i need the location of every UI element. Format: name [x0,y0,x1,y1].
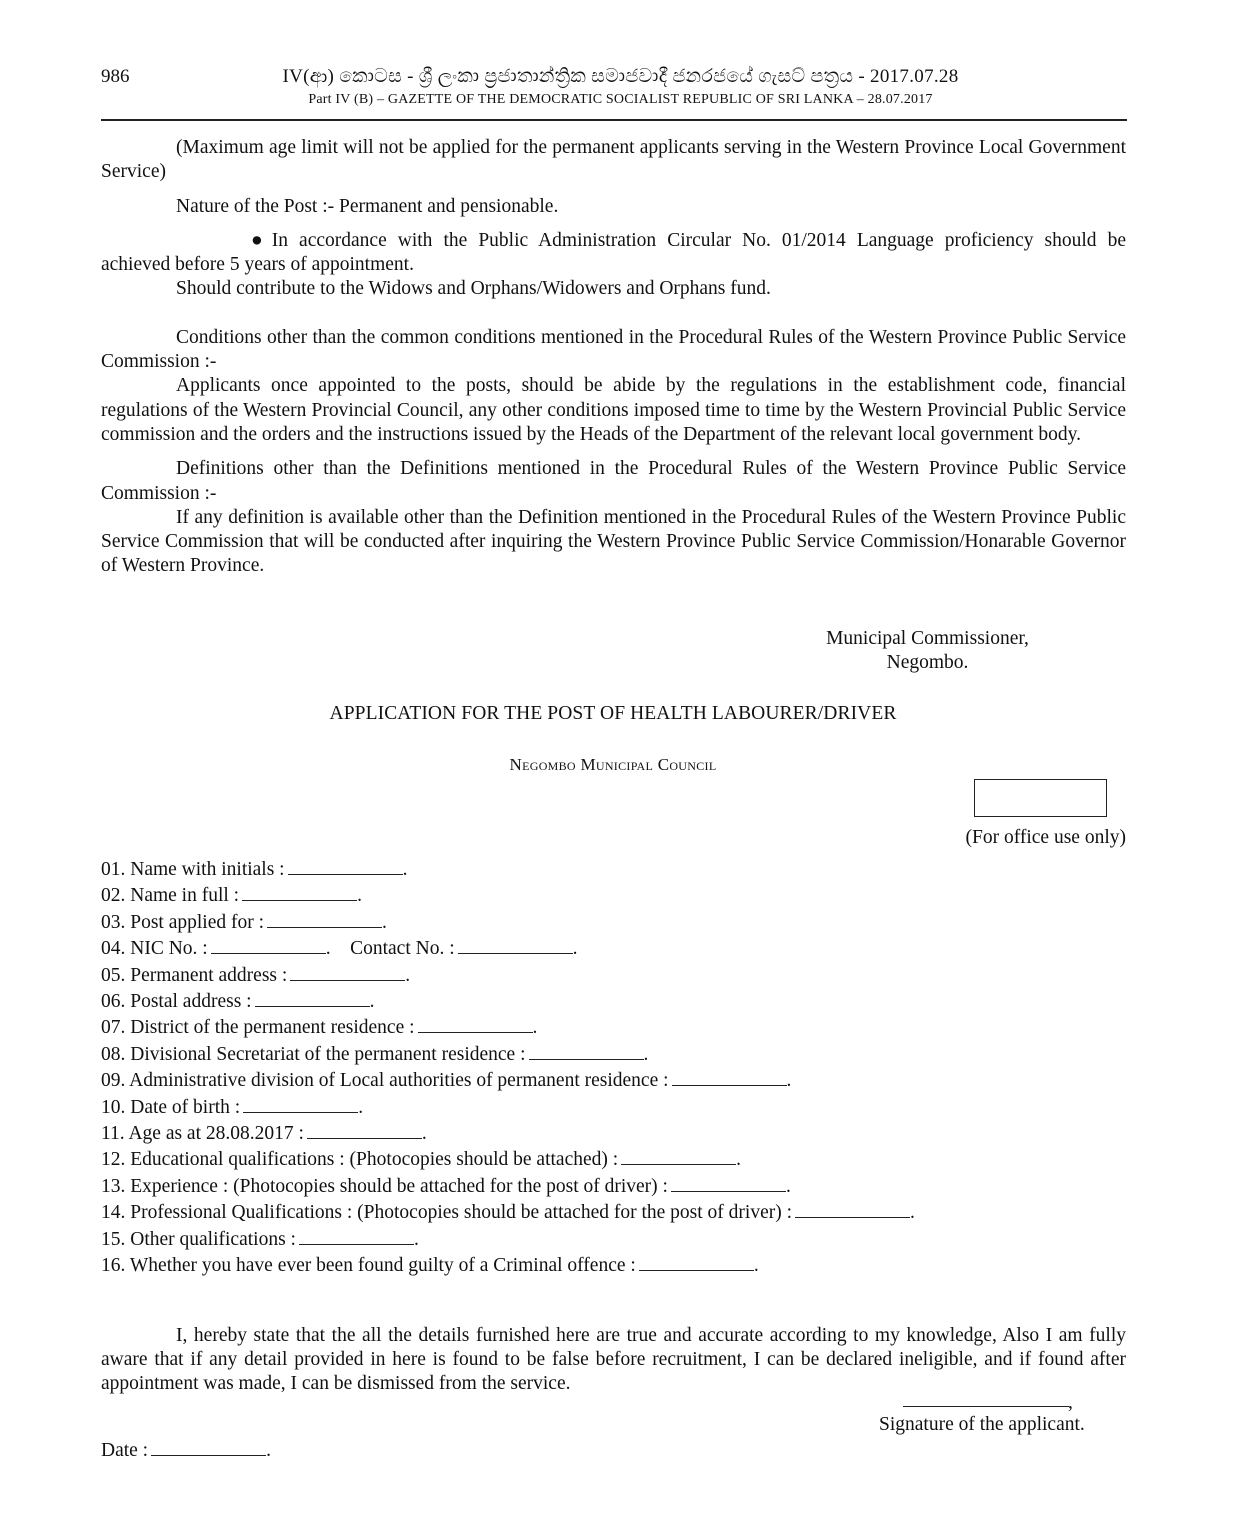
office-use-label: (For office use only) [965,827,1126,848]
blank-line[interactable] [211,942,326,954]
blank-line[interactable] [288,863,403,875]
form-field-age[interactable]: 11. Age as at 28.08.2017 : . [101,1123,427,1145]
page-number: 986 [101,66,130,87]
form-field-district[interactable]: 07. District of the permanent residence : . [101,1017,538,1039]
form-field-date-of-birth[interactable]: 10. Date of birth : . [101,1096,364,1118]
signatory-place: Negombo. [886,652,969,674]
form-field-administrative-division[interactable]: 09. Administrative division of Local authorities of permanent residence : . [101,1070,792,1092]
signatory-title: Municipal Commissioner, [826,628,1029,649]
definitions-text: If any definition is available other than the Definition mentioned in the Procedural Rules of the Western Province Public Service Commission that will be conducted after inquiring the Western Province Public Service Commission/Honarable Governor of Western Province. [101,506,1126,577]
form-field-permanent-address[interactable]: 05. Permanent address : . [101,964,411,986]
blank-line[interactable] [795,1206,910,1218]
blank-line[interactable] [151,1444,266,1456]
form-field-name-initials[interactable]: 01. Name with initials : . [101,859,408,880]
conditions-text: Applicants once appointed to the posts, should be abide by the regulations in the establishment code, financial regulations of the Western Provincial Council, any other conditions imposed time to time by the Western Provincial Public Service commission and the orders and the instructions issued by the Heads of the Department of the relevant local government body. [101,375,1126,445]
signature-line[interactable] [903,1396,1069,1407]
blank-line[interactable] [290,969,405,981]
blank-line[interactable] [307,1127,422,1139]
blank-line[interactable] [243,1101,358,1113]
form-field-divisional-secretariat[interactable]: 08. Divisional Secretariat of the permanent residence : . [101,1043,649,1065]
form-field-educational-qualifications[interactable]: 12. Educational qualifications : (Photocopies should be attached) : . [101,1149,742,1171]
blank-line[interactable] [299,1233,414,1245]
conditions-section [101,136,1126,579]
age-limit-note: (Maximum age limit will not be applied for the permanent applicants serving in the Western Province Local Government Service) [101,137,1126,183]
form-field-experience[interactable]: 13. Experience : (Photocopies should be attached for the post of driver) : . [101,1175,791,1197]
bullet-icon: ● [251,229,263,251]
declaration-text: I, hereby state that the all the details furnished here are true and accurate according to my knowledge, Also I am fully aware that if any detail provided in here is found to be false before recruitment, I can be declared ineligible, and if found after appointment was made, I can be dismissed from the service. [101,1324,1126,1395]
blank-line[interactable] [255,995,370,1007]
application-title: APPLICATION FOR THE POST OF HEALTH LABOURER/DRIVER [329,703,897,724]
blank-line[interactable] [529,1048,644,1060]
form-field-postal-address[interactable]: 06. Postal address : . [101,991,375,1013]
form-field-criminal-offence[interactable]: 16. Whether you have ever been found guilty of a Criminal offence : . [101,1255,759,1277]
nature-of-post: Nature of the Post :- Permanent and pensionable. [176,195,559,217]
blank-line[interactable] [242,889,357,901]
language-proficiency-text: In accordance with the Public Administration Circular No. 01/2014 Language proficiency should be achieved before 5 years of appointment. [101,229,1126,276]
signatory-block [0,627,1241,676]
form-field-nic-contact[interactable]: 04. NIC No. : . Contact No. : . [101,938,578,960]
language-proficiency-item [101,229,1126,278]
form-field-other-qualifications[interactable]: 15. Other qualifications : . [101,1228,419,1250]
office-use-box [974,779,1107,817]
header-divider [101,119,1127,121]
contact-label: Contact No. : [350,938,455,960]
signature-label: Signature of the applicant. [879,1414,1085,1435]
blank-line[interactable] [671,1180,786,1192]
form-field-name-full[interactable]: 02. Name in full : . [101,885,362,907]
council-name: Negombo Municipal Council [509,755,717,774]
widows-fund-note: Should contribute to the Widows and Orphans/Widowers and Orphans fund. [176,278,771,300]
gazette-header-sinhala: IV(ආ) කොටස - ශ්‍රී ලංකා ප්‍රජාතාන්ත්‍රික සමාජවාදී ජනරජයේ ගැසට් පත්‍රය - 2017.07.28 [282,66,959,87]
gazette-header-english: Part IV (B) – GAZETTE OF THE DEMOCRATIC SOCIALIST REPUBLIC OF SRI LANKA – 28.07.2017 [308,92,933,107]
form-field-professional-qualifications[interactable]: 14. Professional Qualifications : (Photocopies should be attached for the post of driver) : . [101,1202,915,1224]
conditions-heading: Conditions other than the common conditions mentioned in the Procedural Rules of the Western Province Public Service Commission :- [101,326,1126,373]
form-field-post-applied[interactable]: 03. Post applied for : . [101,911,387,933]
date-field[interactable]: Date : . [101,1440,271,1461]
application-form-fields [101,857,915,1280]
blank-line[interactable] [672,1074,787,1086]
definitions-heading: Definitions other than the Definitions mentioned in the Procedural Rules of the Western Province Public Service Commission :- [101,458,1126,504]
blank-line[interactable] [418,1021,533,1033]
signature-comma: , [1068,1392,1073,1413]
blank-line[interactable] [621,1153,736,1165]
blank-line[interactable] [458,942,573,954]
blank-line[interactable] [639,1259,754,1271]
blank-line[interactable] [267,916,382,928]
date-label: Date : [101,1440,149,1461]
